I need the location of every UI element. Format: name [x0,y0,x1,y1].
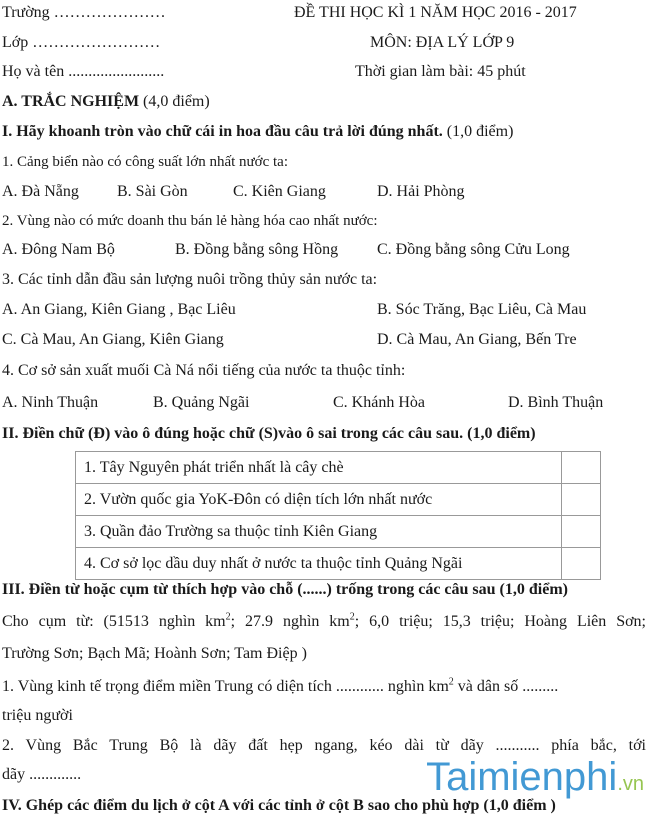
question-1: 1. Cảng biển nào có công suất lớn nhất nước ta: [2,154,289,170]
q3-option-b: B. Sóc Trăng, Bạc Liêu, Cà Mau [377,301,587,318]
question-2: 2. Vùng nào có mức doanh thu bán lẻ hàng hóa cao nhất nước: [2,213,378,229]
section-1-points: (1,0 điểm) [442,123,514,140]
given-a: Cho cụm từ: (51513 nghìn km [2,613,226,630]
fill-q2-cont: dãy ............. [2,766,82,783]
q1-option-b: B. Sài Gòn [117,183,188,200]
fill-q1-b: và dân số ......... [453,678,559,695]
section-1-title: I. Hãy khoanh tròn vào chữ cái in hoa đầu câu trả lời đúng nhất. [2,123,443,140]
school-field: Trường ………………… [2,4,166,21]
answer-cell[interactable] [562,452,601,484]
fill-q1-a: 1. Vùng kinh tế trọng điểm miền Trung có diện tích ............ nghìn km [2,678,449,695]
statement: 3. Quần đảo Trường sa thuộc tỉnh Kiên Giang [76,516,562,548]
q4-option-c: C. Khánh Hòa [333,394,425,411]
fill-q1 [2,677,558,697]
answer-cell[interactable] [562,548,601,580]
given-words-line-1 [2,612,646,632]
class-field: Lớp …………………… [2,34,161,51]
table-row [76,548,601,580]
part-a-title: A. TRẮC NGHIỆM [2,93,140,110]
fill-q1-cont: triệu người [2,707,73,724]
answer-cell[interactable] [562,484,601,516]
given-b: ; 27.9 nghìn km [230,613,350,630]
fill-q2: 2. Vùng Bắc Trung Bộ là dãy đất hẹp ngang, kéo dài từ dãy ........... phía bắc, tới [2,737,646,754]
given-words-line-2: Trường Sơn; Bạch Mã; Hoành Sơn; Tam Điệp ) [2,645,307,662]
table-row [76,484,601,516]
section-1-heading [2,122,513,142]
name-field: Họ và tên ........................ [2,63,165,80]
q3-option-d: D. Cà Mau, An Giang, Bến Tre [377,331,577,348]
question-3: 3. Các tỉnh dẫn đầu sản lượng nuôi trồng thủy sản nước ta: [2,271,378,288]
q1-option-c: C. Kiên Giang [233,183,326,200]
watermark-suffix: .vn [617,773,644,795]
q4-option-a: A. Ninh Thuận [2,394,99,411]
sup: 2 [448,676,454,688]
statement: 4. Cơ sở lọc dầu duy nhất ở nước ta thuộc tỉnh Quảng Ngãi [76,548,562,580]
q2-option-c: C. Đồng bằng sông Cửu Long [377,241,570,258]
q4-option-b: B. Quảng Ngãi [153,394,250,411]
q4-option-d: D. Bình Thuận [508,394,604,411]
watermark-text: Taimienphi [426,755,618,799]
q3-option-c: C. Cà Mau, An Giang, Kiên Giang [2,331,224,348]
q1-option-d: D. Hải Phòng [377,183,465,200]
watermark-logo [426,755,644,800]
section-2-title: II. Điền chữ (Đ) vào ô đúng hoặc chữ (S)vào ô sai trong các câu sau. (1,0 điểm) [2,425,536,442]
answer-cell[interactable] [562,516,601,548]
section-4-title: IV. Ghép các điểm du lịch ở cột A với các tỉnh ở cột B sao cho phù hợp (1,0 điểm ) [2,797,556,814]
statement: 2. Vườn quốc gia YoK-Đôn có diện tích lớn nhất nước [76,484,562,516]
q2-option-b: B. Đồng bằng sông Hồng [175,241,339,258]
sup: 2 [349,611,355,623]
q2-option-a: A. Đông Nam Bộ [2,241,115,258]
true-false-table [75,451,601,580]
question-4: 4. Cơ sở sản xuất muối Cà Ná nổi tiếng của nước ta thuộc tỉnh: [2,362,406,379]
exam-time: Thời gian làm bài: 45 phút [355,63,526,80]
given-c: ; 6,0 triệu; 15,3 triệu; Hoàng Liên Sơn; [354,613,647,630]
exam-title: ĐỀ THI HỌC KÌ 1 NĂM HỌC 2016 - 2017 [294,4,577,21]
part-a-points: (4,0 điểm) [139,93,210,110]
sup: 2 [225,611,231,623]
part-a-heading [2,92,210,112]
statement: 1. Tây Nguyên phát triển nhất là cây chè [76,452,562,484]
table-row [76,452,601,484]
subject: MÔN: ĐỊA LÝ LỚP 9 [370,34,515,51]
table-row [76,516,601,548]
q3-option-a: A. An Giang, Kiên Giang , Bạc Liêu [2,301,236,318]
q1-option-a: A. Đà Nẵng [2,183,79,200]
section-3-title: III. Điền từ hoặc cụm từ thích hợp vào chỗ (......) trống trong các câu sau (1,0 điểm) [2,581,568,598]
